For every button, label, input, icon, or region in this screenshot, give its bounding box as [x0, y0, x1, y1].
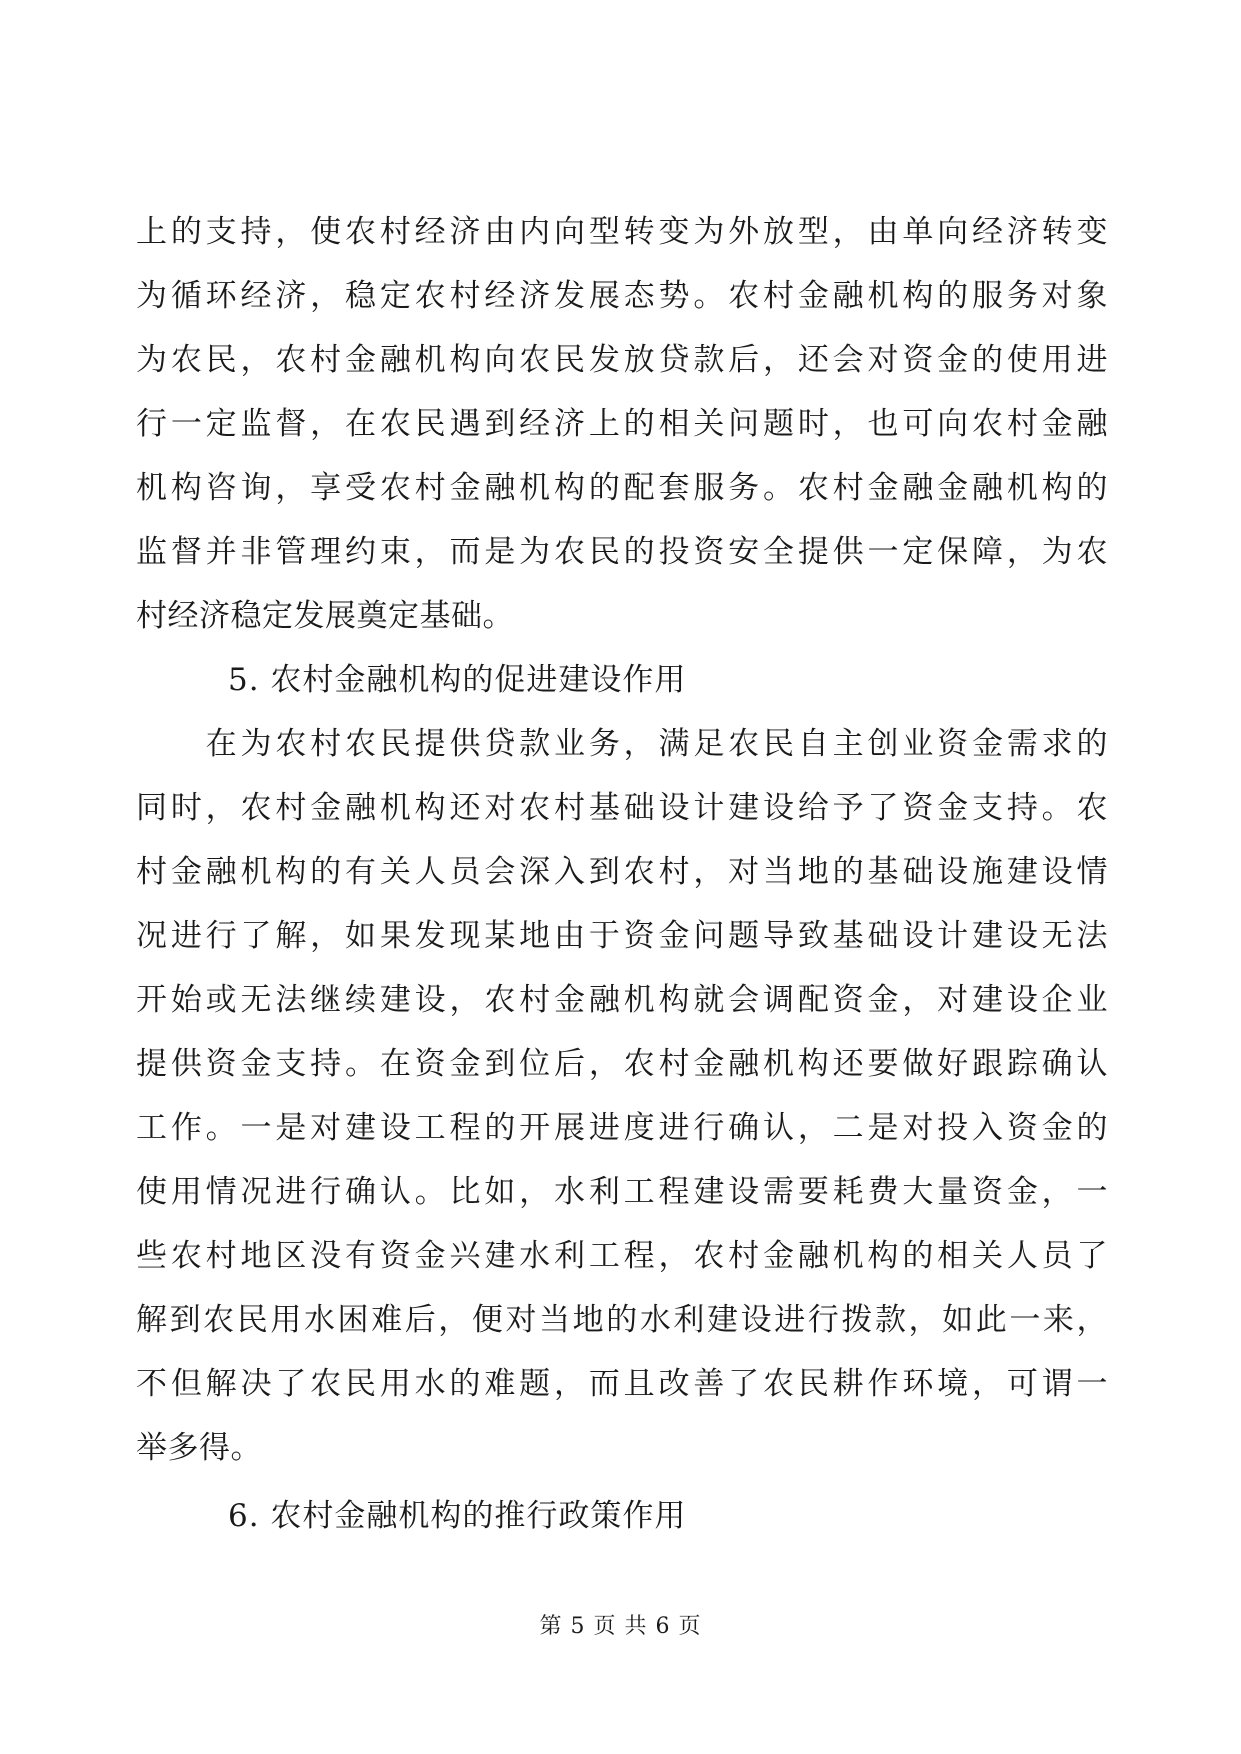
paragraph-line: 同时，农村金融机构还对农村基础设计建设给予了资金支持。农 — [136, 790, 1108, 826]
paragraph-line: 举多得。 — [136, 1430, 262, 1466]
paragraph-line: 行一定监督，在农民遇到经济上的相关问题时，也可向农村金融 — [136, 406, 1108, 442]
paragraph-line: 为农民，农村金融机构向农民发放贷款后，还会对资金的使用进 — [136, 342, 1108, 378]
page-number-footer: 第 5 页 共 6 页 — [539, 1614, 702, 1639]
paragraph-line: 上的支持，使农村经济由内向型转变为外放型，由单向经济转变 — [136, 214, 1108, 250]
document-body — [136, 200, 1108, 1548]
paragraph-line: 为循环经济，稳定农村经济发展态势。农村金融机构的服务对象 — [136, 278, 1108, 314]
paragraph-1 — [136, 200, 1108, 648]
paragraph-line: 在为农村农民提供贷款业务，满足农民自主创业资金需求的 — [136, 726, 1108, 762]
paragraph-line: 不但解决了农民用水的难题，而且改善了农民耕作环境，可谓一 — [136, 1366, 1108, 1402]
paragraph-line: 况进行了解，如果发现某地由于资金问题导致基础设计建设无法 — [136, 918, 1108, 954]
section-heading-5: 5. 农村金融机构的促进建设作用 — [228, 662, 687, 698]
paragraph-line: 提供资金支持。在资金到位后，农村金融机构还要做好跟踪确认 — [136, 1046, 1108, 1082]
paragraph-line: 工作。一是对建设工程的开展进度进行确认，二是对投入资金的 — [136, 1110, 1108, 1146]
paragraph-line: 村经济稳定发展奠定基础。 — [136, 598, 514, 634]
paragraph-line: 解到农民用水困难后，便对当地的水利建设进行拨款，如此一来， — [136, 1302, 1108, 1338]
paragraph-line: 开始或无法继续建设，农村金融机构就会调配资金，对建设企业 — [136, 982, 1108, 1018]
paragraph-line: 些农村地区没有资金兴建水利工程，农村金融机构的相关人员了 — [136, 1238, 1108, 1274]
section-heading-6: 6. 农村金融机构的推行政策作用 — [228, 1498, 687, 1534]
paragraph-line: 村金融机构的有关人员会深入到农村，对当地的基础设施建设情 — [136, 854, 1108, 890]
paragraph-2 — [136, 712, 1108, 1480]
paragraph-line: 使用情况进行确认。比如，水利工程建设需要耗费大量资金，一 — [136, 1174, 1108, 1210]
paragraph-line: 机构咨询，享受农村金融机构的配套服务。农村金融金融机构的 — [136, 470, 1108, 506]
paragraph-line: 监督并非管理约束，而是为农民的投资安全提供一定保障，为农 — [136, 534, 1108, 570]
